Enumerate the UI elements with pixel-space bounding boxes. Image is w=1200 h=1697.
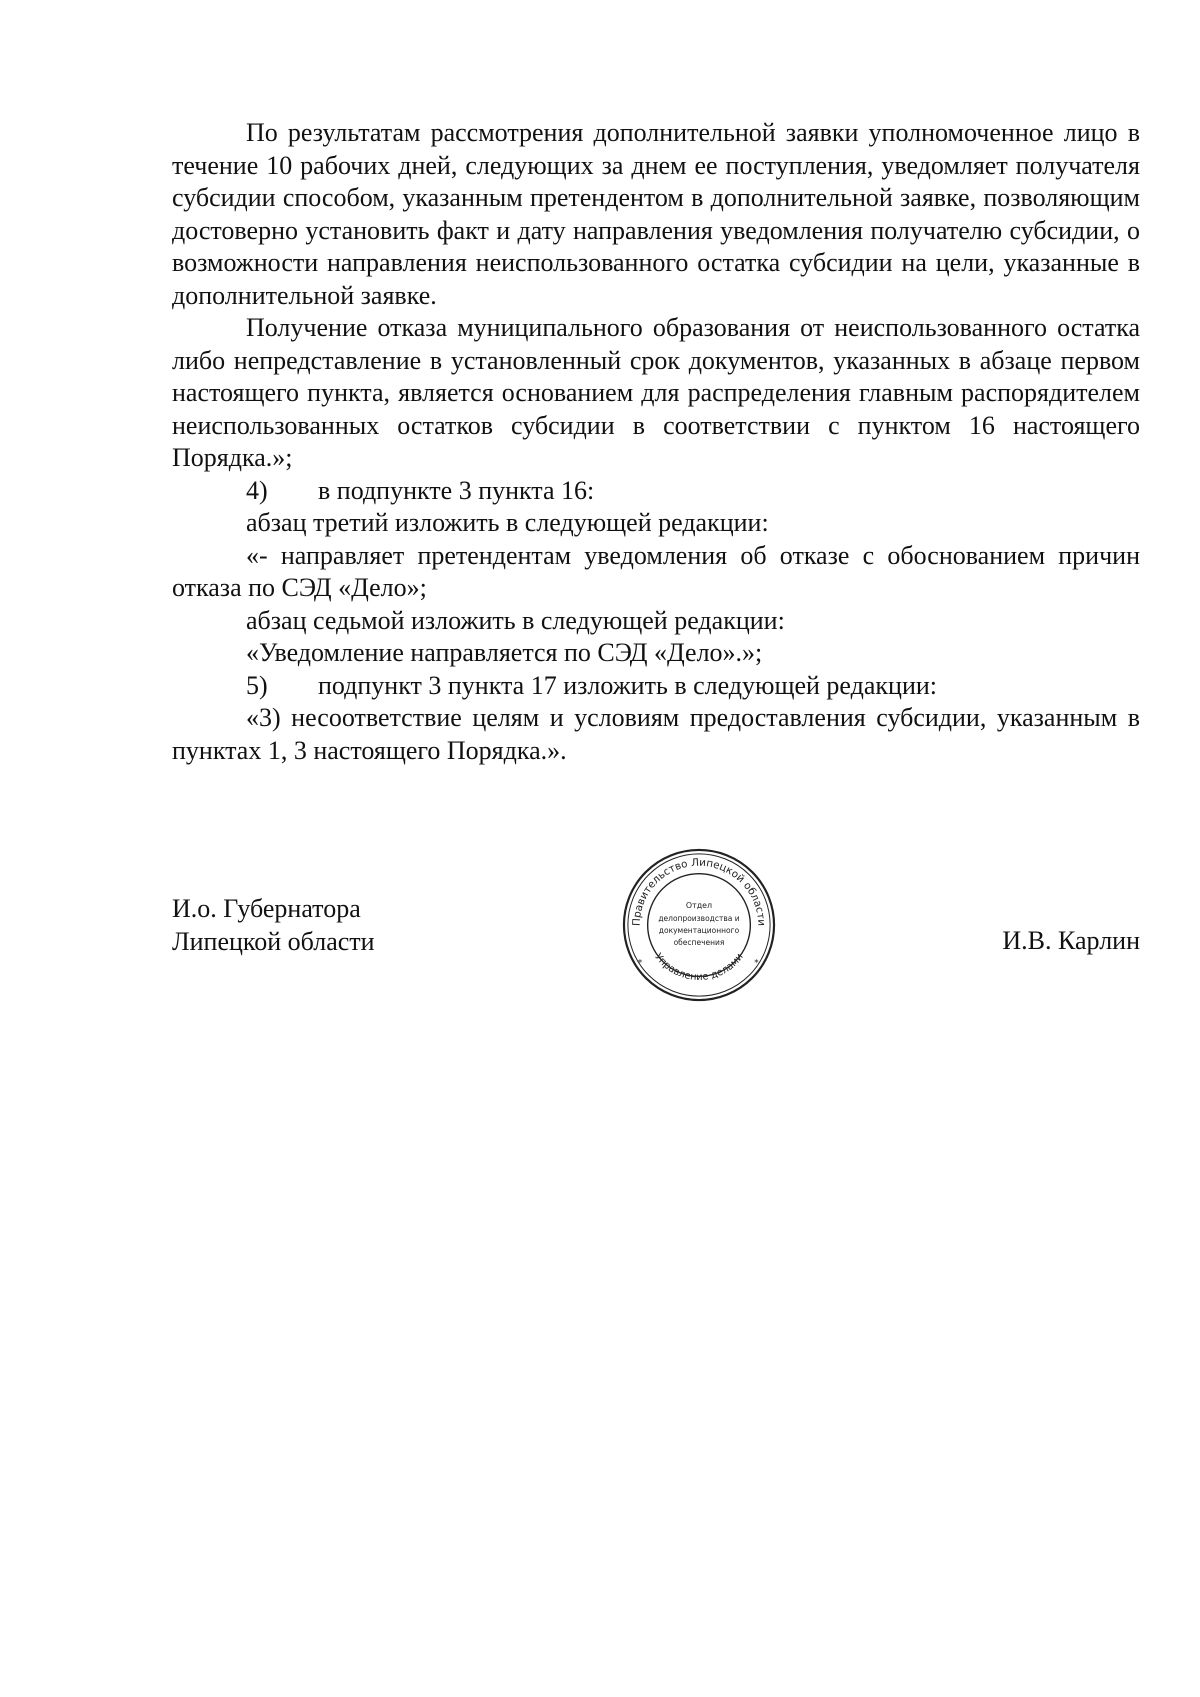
seal-bottom-text: Управление делами [652, 951, 746, 983]
seal-center-line: Отдел [685, 901, 713, 911]
seal-center-line: обеспечения [673, 937, 725, 947]
paragraph: Получение отказа муниципального образования от неиспользованного остатка либо непредставление в установленный срок документов, указанных в абзаце первом настоящего пункта, является основанием для распределения главным распорядителем неиспользованных остатков субсидии в соответствии с пунктом 16 настоящего Порядка.»; [172, 313, 1140, 472]
document-body [172, 117, 1140, 767]
signatory-position [172, 893, 375, 958]
item-number: 4) [246, 475, 268, 505]
paragraph: «3) несоответствие целям и условиям предоставления субсидии, указанным в пунктах 1, 3 настоящего Порядка.». [172, 703, 1140, 765]
seal-outer-text: Правительство Липецкой области [630, 856, 768, 927]
item-text: подпункт 3 пункта 17 изложить в следующей редакции: [318, 670, 937, 700]
position-line: Липецкой области [172, 926, 375, 956]
paragraph: абзац седьмой изложить в следующей редакции: [246, 605, 785, 635]
paragraph: «Уведомление направляется по СЭД «Дело».»; [246, 638, 763, 667]
paragraph: «- направляет претендентам уведомления об отказе с обоснованием причин отказа по СЭД «Дело»; [172, 540, 1140, 602]
seal-center-line: делопроизводства и [658, 914, 740, 924]
paragraph: По результатам рассмотрения дополнительной заявки уполномоченное лицо в течение 10 рабочих дней, следующих за днем ее поступления, уведомляет получателя субсидии способом, указанным претендентом в дополнительной заявке, позволяющим достоверно установить факт и дату направления уведомления получателю субсидии, о возможности направления неиспользованного остатка субсидии на цели, указанные в дополнительной заявке. [172, 118, 1140, 310]
seal-center-line: документационного [658, 925, 740, 935]
seal-graphic [620, 846, 778, 1004]
item-number: 5) [246, 670, 268, 700]
seal-star-icon: * [754, 958, 759, 969]
signatory-name: И.В. Карлин [1002, 926, 1140, 955]
list-item [172, 670, 1140, 703]
paragraph: абзац третий изложить в следующей редакции: [246, 508, 769, 537]
official-seal [620, 846, 778, 1004]
list-item [172, 475, 1140, 508]
position-line: И.о. Губернатора [172, 894, 361, 923]
item-text: в подпункте 3 пункта 16: [318, 475, 595, 505]
seal-star-icon: * [637, 958, 643, 969]
